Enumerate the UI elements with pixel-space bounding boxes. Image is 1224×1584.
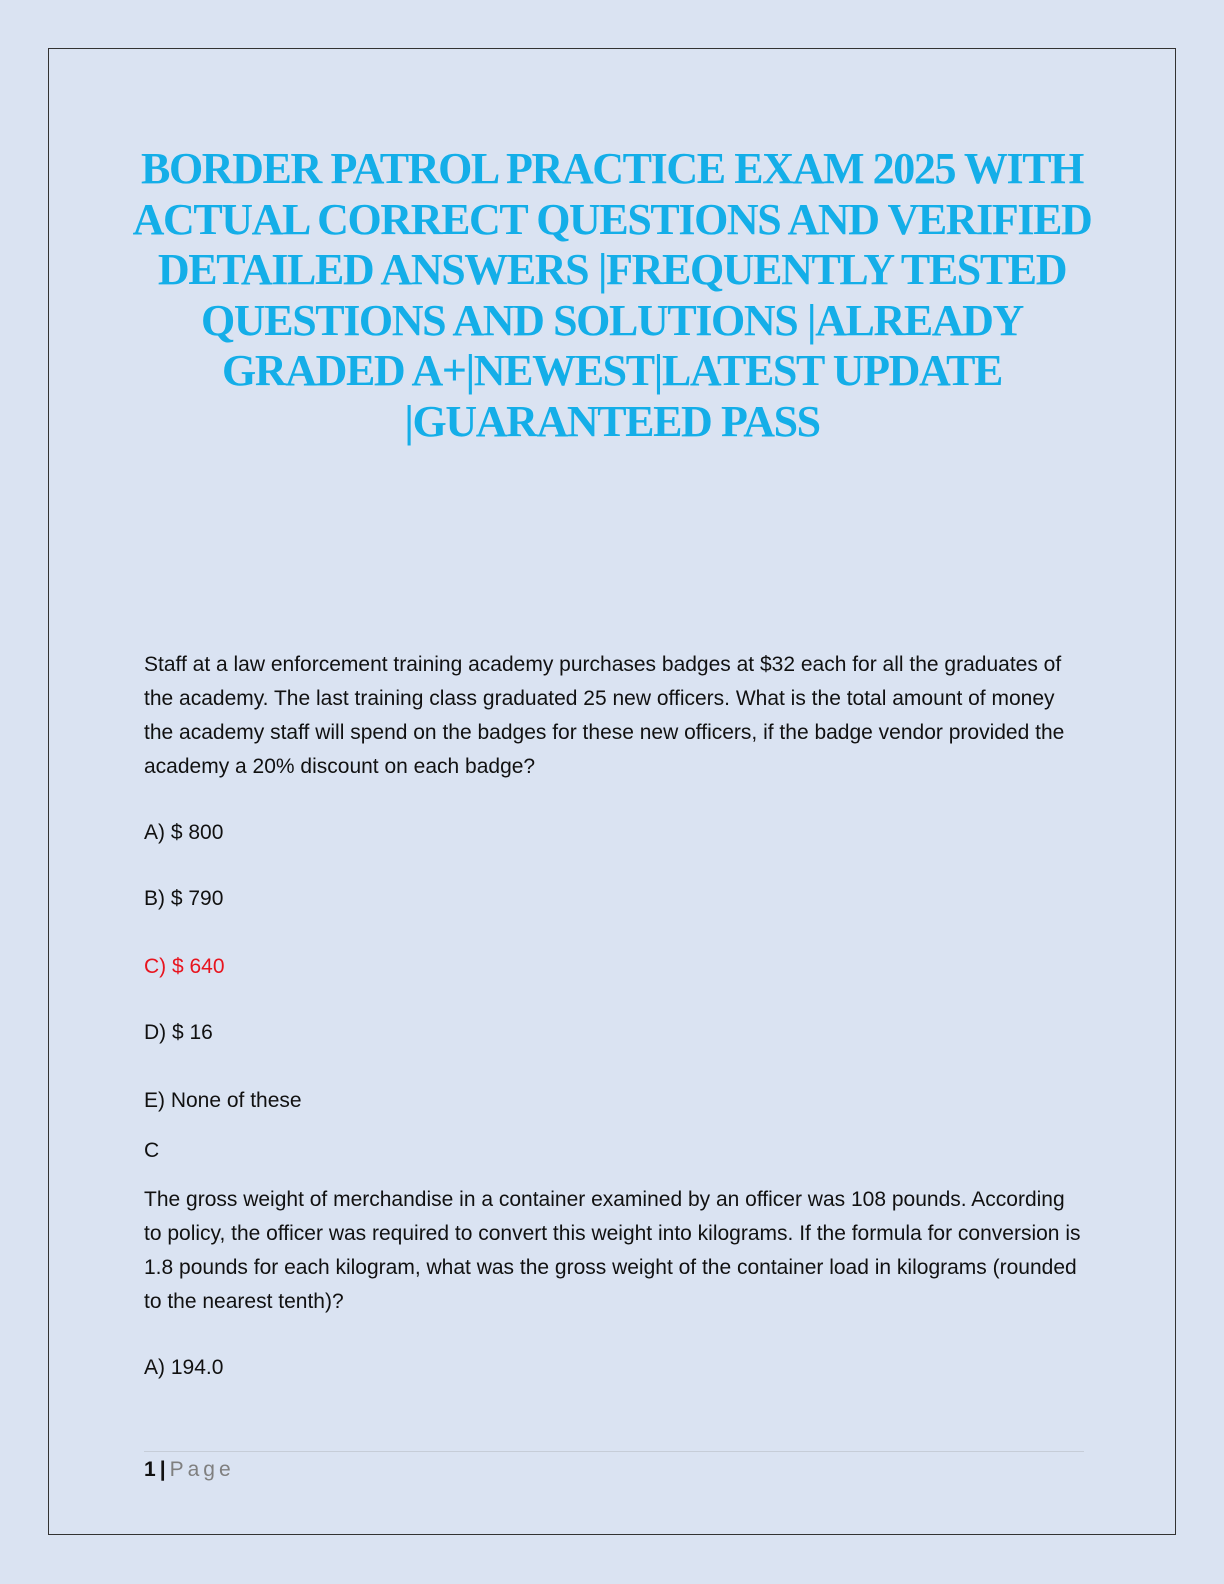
question-1-option-e: E) None of these bbox=[144, 1089, 302, 1112]
question-2-text: The gross weight of merchandise in a container examined by an officer was 108 pounds. According to policy, the officer was required to convert this weight into kilograms. If the formula for conversion is 1.8 pounds for each kilogram, what was the gross weight of the container load in kilograms (rounded to the nearest tenth)? bbox=[144, 1188, 1081, 1313]
question-1-option-c-correct: C) $ 640 bbox=[144, 955, 225, 978]
question-2-option-a: A) 194.0 bbox=[144, 1356, 224, 1379]
footer-separator: | bbox=[159, 1458, 166, 1481]
page-label: Page bbox=[169, 1458, 235, 1481]
question-1-option-a: A) $ 800 bbox=[144, 821, 224, 844]
question-1-option-b: B) $ 790 bbox=[144, 887, 224, 910]
page-number: 1 bbox=[144, 1458, 156, 1481]
footer-divider bbox=[144, 1451, 1084, 1452]
page-footer bbox=[144, 1457, 235, 1483]
question-1-answer: C bbox=[144, 1139, 160, 1162]
question-1-option-d: D) $ 16 bbox=[144, 1021, 213, 1044]
document-title: BORDER PATROL PRACTICE EXAM 2025 WITH ACTUAL CORRECT QUESTIONS AND VERIFIED DETAILED ANSWERS |FREQUENTLY TESTED QUESTIONS AND SOLUTIONS |ALREADY GRADED A+|NEWEST|LATEST UPDATE |GUARANTEED PASS bbox=[132, 144, 1092, 446]
question-1-text: Staff at a law enforcement training academy purchases badges at $32 each for all the graduates of the academy. The last training class graduated 25 new officers. What is the total amount of money the academy staff will spend on the badges for these new officers, if the badge vendor provided the academy a 20% discount on each badge? bbox=[144, 653, 1065, 778]
